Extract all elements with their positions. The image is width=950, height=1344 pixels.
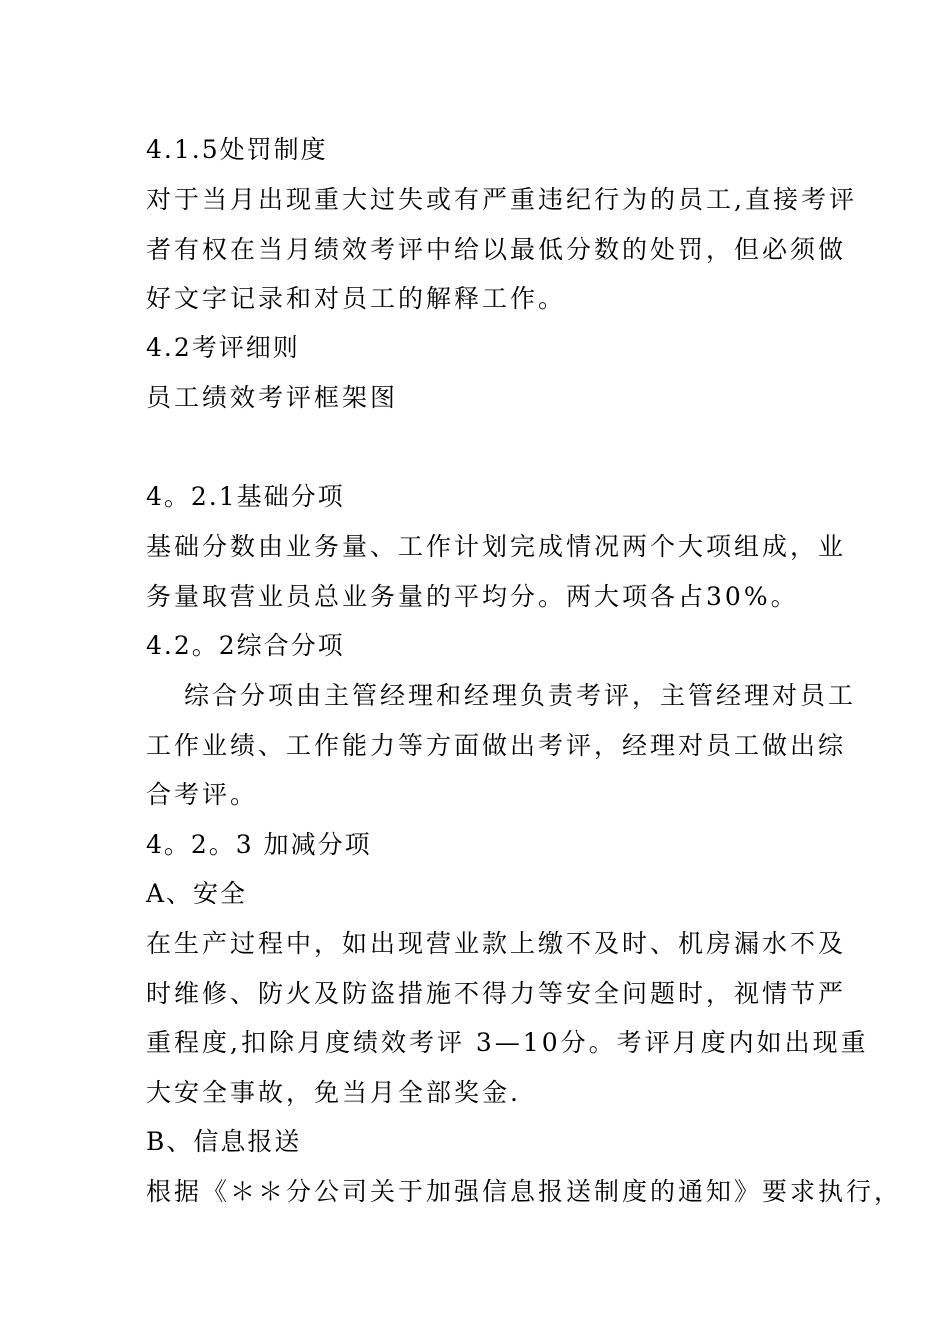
paragraph-line: 合考评。 [146, 780, 259, 809]
paragraph-line: 者有权在当月绩效考评中给以最低分数的处罚，但必须做 [146, 235, 847, 264]
paragraph-line: 务量取营业员总业务量的平均分。两大项各占30%。 [146, 582, 799, 611]
paragraph-line: 对于当月出现重大过失或有严重违纪行为的员工,直接考评 [146, 185, 857, 214]
paragraph-line: 在生产过程中，如出现营业款上缴不及时、机房漏水不及 [146, 929, 847, 958]
paragraph-line: 工作业绩、工作能力等方面做出考评，经理对员工做出综 [146, 731, 847, 760]
section-heading-4-2-1: 4。2.1基础分项 [146, 482, 345, 511]
section-heading-4-2: 4.2考评细则 [146, 333, 300, 362]
paragraph-line: 重程度,扣除月度绩效考评 3—10分。考评月度内如出现重 [146, 1028, 869, 1057]
paragraph-line: 大安全事故，免当月全部奖金. [146, 1078, 521, 1107]
paragraph-line: 根据《＊＊分公司关于加强信息报送制度的通知》要求执行， [146, 1177, 903, 1206]
paragraph-line: 基础分数由业务量、工作计划完成情况两个大项组成，业 [146, 532, 847, 561]
paragraph-line: 综合分项由主管经理和经理负责考评，主管经理对员工 [184, 681, 857, 710]
section-heading-4-2-2: 4.2。2综合分项 [146, 631, 345, 660]
paragraph-line: 好文字记录和对员工的解释工作。 [146, 284, 567, 313]
paragraph-line: 时维修、防火及防盗措施不得力等安全问题时，视情节严 [146, 979, 847, 1008]
subsection-heading-b: B、信息报送 [146, 1127, 302, 1156]
subsection-heading-a: A、安全 [146, 879, 248, 908]
figure-caption: 员工绩效考评框架图 [146, 383, 399, 412]
section-heading-4-1-5: 4.1.5处罚制度 [146, 135, 328, 164]
section-heading-4-2-3: 4。2。3 加减分项 [146, 830, 372, 859]
